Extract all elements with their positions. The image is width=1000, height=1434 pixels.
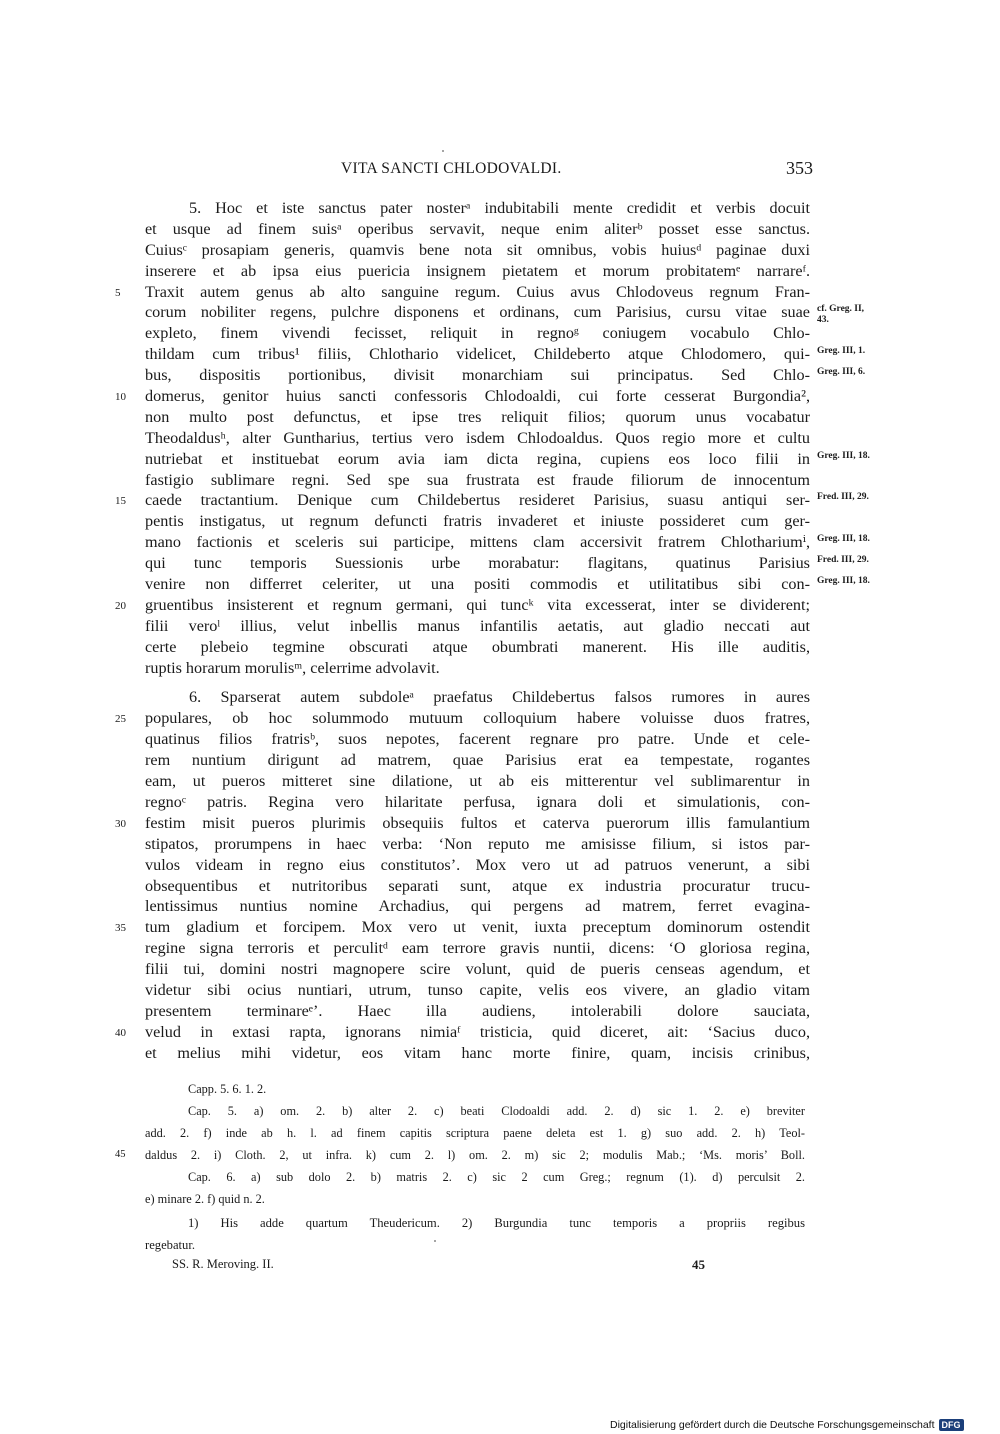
line-text: add. 2. f) inde ab h. l. ad finem capitis scriptura paene deleta est 1. g) suo add. 2. h) Teol- (145, 1126, 805, 1140)
line-item (145, 574, 870, 595)
line-text: festim misit pueros plurimis obsequiis fultos et caterva puerorum illis famulantium (145, 813, 810, 832)
line-number: 35 (115, 922, 126, 935)
critical-apparatus (115, 1078, 805, 1210)
line-item (145, 511, 810, 532)
footnotes (145, 1212, 805, 1256)
line-item (145, 637, 810, 658)
margin-note: Greg. III, 18. (817, 534, 870, 545)
line-text: bus, dispositis portionibus, divisit monarchiam sui principatus. Sed Chlo- (145, 366, 810, 385)
line-text: caede tractantium. Denique cum Childebertus resideret Parisius, suasu antiqui ser- (145, 491, 810, 510)
line-item (115, 490, 869, 511)
margin-note: cf. Greg. II, 43. (817, 304, 865, 326)
line-number: 10 (115, 391, 126, 404)
line-item (145, 365, 866, 386)
line-text: 6. Sparserat autem subdoleᵃ praefatus Childebertus falsos rumores in aures (189, 688, 810, 707)
page-header (0, 160, 1000, 184)
line-text: certe plebeio tegmine obscurati atque obumbrati manerent. His ille auditis, (145, 637, 810, 656)
line-text: daldus 2. i) Cloth. 2, ut infra. k) cum 2. l) om. 2. m) sic 2; modulis Mab.; ‘Ms. moris’ Boll. (145, 1148, 805, 1162)
line-number: 15 (115, 495, 126, 508)
line-text: e) minare 2. f) quid n. 2. (145, 1192, 265, 1206)
line-text: et usque ad finem suisᵃ operibus servavit, neque enim aliterᵇ posset esse sanctus. (145, 219, 810, 238)
line-item (145, 261, 810, 282)
print-speck (434, 1240, 436, 1242)
line-text: Cuiusᶜ prosapiam generis, quamvis bene nota sit omnibus, vobis huiusᵈ paginae duxi (145, 240, 810, 259)
line-text: velud in extasi rapta, ignorans nimiaᶠ tristicia, quid diceret, ait: ‘Sacius duco, (145, 1022, 810, 1041)
sheet-number: 45 (692, 1257, 705, 1272)
line-number: 20 (115, 599, 126, 612)
line-item (145, 198, 810, 219)
line-item (115, 708, 810, 729)
line-text: presentem terminareᵉ’. Haec illa audiens, intolerabili dolore sauciata, (145, 1001, 810, 1020)
running-title: VITA SANCTI CHLODOVALDI. (341, 160, 562, 177)
print-speck (442, 150, 444, 152)
line-text: Capp. 5. 6. 1. 2. (188, 1082, 267, 1096)
dfg-logo: DFG (939, 1419, 964, 1431)
line-text: lentissimus nuntius nomine Archadius, qui pergens ad matrem, ferret evagina- (145, 897, 810, 916)
app-line-item (115, 1144, 805, 1166)
line-text: nutriebat et instituebat eorum avia iam dicta regina, cupiens eos loco filii in (145, 449, 810, 468)
line-text: tum gladium et forcipem. Mox vero ut venit, iuxta preceptum dominorum ostendit (145, 918, 810, 937)
line-item (115, 282, 810, 303)
line-text: gruentibus insisterent et regnum germani, qui tuncᵏ vita excesserat, inter se dividerent; (145, 595, 810, 614)
line-text: obsequentibus et nutritoribus separati sunt, atque ex industria procuratur trucu- (145, 876, 810, 895)
line-item (145, 240, 810, 261)
line-item (145, 876, 810, 897)
line-item (115, 813, 810, 834)
line-text: regnoᶜ patris. Regina vero hilaritate perfusa, ignara doli et simulationis, con- (145, 792, 810, 811)
line-text: filii veroˡ illius, velut inbellis manus infantilis aetatis, aut gladio neccati aut (145, 616, 810, 635)
line-text: domerus, genitor huius sancti confessoris Chlodoaldi, cui forte cesserat Burgondia², (145, 387, 810, 406)
margin-note: Greg. III, 1. (817, 346, 866, 357)
fn-line-item (145, 1234, 805, 1256)
line-item (145, 750, 810, 771)
line-item (145, 532, 870, 553)
line-text: fastigio sublimare regni. Sed spe sua frustrata est fraude filiorum de innocentum (145, 470, 810, 489)
line-number: 40 (115, 1026, 126, 1039)
line-item (145, 302, 865, 326)
line-text: quatinus filios fratrisᵇ, suos nepotes, facerent regnare pro patre. Unde et cele- (145, 730, 810, 749)
line-text: non multo post defunctus, et ipse tres reliquit filios; quorum unus vocabatur (145, 407, 810, 426)
line-item (145, 1043, 810, 1064)
line-item (145, 323, 810, 344)
line-number: 5 (115, 286, 121, 299)
line-item (145, 1001, 810, 1022)
line-item (115, 386, 810, 407)
line-item (145, 658, 810, 679)
page-number: 353 (786, 158, 813, 178)
app-line-item (145, 1100, 805, 1122)
line-text: expleto, finem vivendi fecisset, reliquit in regnoᵍ coniugem vocabulo Chlo- (145, 324, 810, 343)
line-text: Traxit autem genus ab alto sanguine regum. Cuius avus Chlodoveus regnum Fran- (145, 282, 810, 301)
line-number: 45 (115, 1149, 126, 1160)
margin-note: Greg. III, 6. (817, 367, 866, 378)
line-number: 25 (115, 713, 126, 726)
app-line-item (145, 1078, 805, 1100)
line-text: thildam cum tribus¹ filiis, Chlothario videlicet, Childeberto atque Chlodomero, qui- (145, 345, 810, 364)
line-text: Theodaldusʰ, alter Guntharius, tertius vero isdem Chlodoaldus. Quos regio more et cultu (145, 428, 810, 447)
margin-note: Greg. III, 18. (817, 576, 870, 587)
line-text: 5. Hoc et iste sanctus pater nosterᵃ indubitabili mente credidit et verbis docuit (189, 199, 810, 217)
line-item (145, 896, 810, 917)
margin-note: Fred. III, 29. (817, 555, 869, 566)
line-item (145, 219, 810, 240)
line-text: videtur sibi ocius nuntiari, utrum, tunso capite, velis eos vivere, an gladio vitam (145, 980, 810, 999)
line-item (115, 917, 810, 938)
line-text: eam, ut pueros mitteret sine dilatione, ut ab eis mitterentur vel sublimarentur in (145, 772, 810, 791)
line-item (145, 687, 810, 708)
line-text: ruptis horarum morulisᵐ, celerrime advolavit. (145, 658, 440, 677)
line-item (145, 344, 866, 365)
line-text: corum nobiliter regens, pulchre disponens et ordinans, cum Parisius, cursu vitae suae (145, 303, 810, 322)
line-text: 1) His adde quartum Theudericum. 2) Burgundia tunc temporis a propriis regibus (188, 1216, 805, 1230)
line-item (115, 595, 810, 616)
main-text (115, 198, 870, 1064)
line-item (145, 553, 869, 574)
app-line-item (145, 1188, 805, 1210)
line-item (145, 729, 810, 750)
line-text: venire non differret celeriter, ut una positi commodis et utilitatibus sibi con- (145, 575, 810, 594)
line-text: vulos videam in regno eius constitutos’. Mox vero ut ad patruos venerunt, a sibi (145, 855, 810, 874)
line-text: filii tui, domini nostri magnopere scire volunt, quid de pueris censeas agendum, et (145, 960, 810, 979)
line-text: stipatos, prorumpens in haec verba: ‘Non reputo me amisisse filium, si istos par- (145, 834, 810, 853)
line-item (145, 834, 810, 855)
fn-line-item (145, 1212, 805, 1234)
line-text: regebatur. (145, 1238, 195, 1252)
line-text: Cap. 5. a) om. 2. b) alter 2. c) beati Clodoaldi add. 2. d) sic 1. 2. e) breviter (188, 1104, 805, 1118)
margin-note: Greg. III, 18. (817, 450, 870, 461)
digitization-credit (610, 1419, 964, 1431)
line-text: pentis instigatus, ut regnum defuncti fratris invaderet et iniuste possideret cum ger- (145, 512, 810, 531)
line-item (145, 938, 810, 959)
line-item (145, 616, 810, 637)
signature-mark: SS. R. Meroving. II. (172, 1257, 274, 1271)
line-number: 30 (115, 817, 126, 830)
app-line-item (145, 1122, 805, 1144)
line-text: inserere et ab ipsa eius puericia insignem pietatem et morum probitatemᵉ narrareᶠ. (145, 261, 810, 280)
line-text: populares, ob hoc solummodo mutuum colloquium habere voluisse duos fratres, (145, 709, 810, 728)
line-text: rem nuntium dirigunt ad matrem, quae Parisius erat ea tempestate, rogantes (145, 751, 810, 770)
line-text: qui tunc temporis Suessionis urbe morabatur: flagitans, quatinus Parisius (145, 554, 810, 573)
margin-note: Fred. III, 29. (817, 492, 869, 503)
line-text: Cap. 6. a) sub dolo 2. b) matris 2. c) sic 2 cum Greg.; regnum (1). d) perculsit 2. (188, 1170, 805, 1184)
line-item (145, 428, 810, 449)
line-item (145, 959, 810, 980)
digitization-text: Digitalisierung gefördert durch die Deutsche Forschungsgemeinschaft (610, 1419, 935, 1431)
line-text: regine signa terroris et perculitᵈ eam terrore gravis nuntii, dicens: ‘O gloriosa regina, (145, 939, 810, 958)
line-item (145, 771, 810, 792)
line-item (145, 449, 870, 470)
line-item (145, 792, 810, 813)
line-text: et melius mihi videtur, eos vitam hanc morte finire, quam, incisis crinibus, (145, 1043, 810, 1062)
app-line-item (145, 1166, 805, 1188)
line-text: mano factionis et sceleris sui participe, mittens clam accersivit fratrem Chlothariumⁱ, (145, 533, 810, 552)
line-item (145, 855, 810, 876)
line-item (145, 980, 810, 1001)
line-item (115, 1022, 810, 1043)
line-item (145, 407, 810, 428)
line-item (145, 470, 810, 491)
